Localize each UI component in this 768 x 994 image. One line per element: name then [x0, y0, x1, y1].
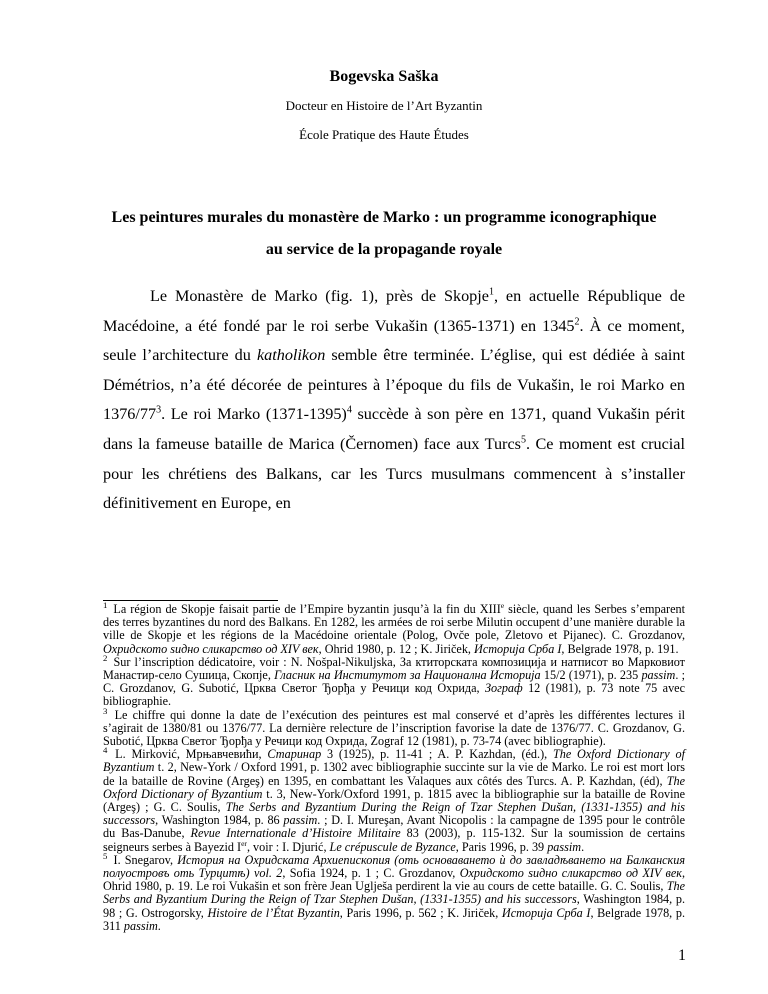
- footnote-text: , Ohrid 1980, p. 19. Le roi Vukašin et son frère Jean Uglješa perdirent la vie au cours de cette bataille. G. C. Soulis,: [103, 866, 685, 894]
- footnote-number: 2: [103, 652, 108, 663]
- footnote-italic: Revue Internationale d’Histoire Militaire: [190, 826, 401, 841]
- footnote-text: . ; C. Grozdanov, G. Subotić, Црква Светог Ђорђа у Речици код Охрида,: [103, 668, 685, 696]
- footnote-text: t. 2, New-York / Oxford 1991, p. 1302 avec bibliographie succinte sur la vie de Marko. Le roi est mort lors de la bataille de Rovine (Argeş) en 1395, en combattant les Valaques aux côtés des Turcs. A. P. Kazhdan, (éd),: [103, 760, 685, 788]
- footnote-text: 15/2 (1971), p. 235: [540, 668, 642, 683]
- footnote-text: , Paris 1996, p. 562 ; K. Jiriček,: [339, 905, 502, 920]
- footnote-separator: [103, 600, 278, 601]
- author-name: Bogevska Saška: [329, 68, 439, 85]
- paper-title-line-1: Les peintures murales du monastère de Marko : un programme iconographique: [111, 209, 657, 226]
- footnote-italic: Гласник на Институтот за Национална Историја: [274, 668, 541, 683]
- footnote-text: siècle, quand les Serbes s’emparent des terres byzantines du nord des Balkans. En 1282, les armées de roi serbe Milutin occupent d’une manière durable la ville de Skopje et les régions de la Macédoine orientale (Polog, Ovče pole, Zletovo et Pijanec). C. Grozdanov,: [103, 602, 685, 643]
- page-number: 1: [678, 947, 686, 964]
- footnote-text: .: [581, 839, 585, 854]
- body-text: . Le roi Marko (1371-1395): [161, 405, 347, 424]
- footnote-italic: Histoire de l’État Byzantin: [207, 905, 340, 920]
- footnote-number: 3: [103, 705, 108, 716]
- footnote-text: , Washington 1984, p. 98 ; G. Ostrogorsky,: [103, 892, 685, 920]
- footnote-italic: Старинар: [267, 747, 322, 762]
- footnote-italic: Le crépuscule de Byzance: [329, 839, 456, 854]
- footnote-text: 83 (2003), p. 115-132. Sur la soumission de certains seigneurs serbes à Bayezid I: [103, 826, 685, 854]
- footnote-text: , Belgrade 1978, p. 191.: [561, 641, 679, 656]
- footnote-ref[interactable]: 3: [156, 404, 162, 416]
- footnote-number: 5: [103, 850, 108, 861]
- footnote-text: , Sofia 1924, p. 1 ; C. Grozdanov,: [282, 866, 460, 881]
- footnote-text: .: [157, 918, 161, 933]
- footnote-italic: passim: [547, 839, 582, 854]
- footnote-number: 1: [103, 599, 108, 610]
- footnote-ref[interactable]: 1: [488, 286, 494, 298]
- footnote-text: I. Snegarov,: [109, 852, 178, 867]
- footnote-italic: Охридското ѕидно сликарство од XIV век: [459, 866, 682, 881]
- footnote-ref[interactable]: 2: [574, 316, 580, 328]
- body-text: , en actuelle République de Macédoine, a été fondé par le roi serbe Vukašin (1365-1371) en 1345: [103, 287, 686, 335]
- affiliation-school: École Pratique des Haute Études: [299, 127, 469, 142]
- paper-title-line-2: au service de la propagande royale: [265, 241, 503, 258]
- footnote-italic: passim: [123, 918, 158, 933]
- footnote-italic: История на Охридската Архиепископия (оть основаването ѝ до завладѣването на Балканския полуостровъ оть Турцитѣ) vol. 2: [103, 852, 686, 881]
- body-text: Le Monastère de Marko (fig. 1), près de Skopje: [150, 287, 489, 305]
- footnote-3: [103, 705, 685, 749]
- footnote-text: , Paris 1996, p. 39: [455, 839, 548, 854]
- footnote-5: [103, 850, 686, 933]
- footnote-italic: The Serbs and Byzantium During the Reign of Tzar Stephen Dušan, (1331-1355) and his successors: [103, 879, 685, 907]
- footnote-italic: Зограф: [484, 681, 523, 696]
- footnote-1: [103, 599, 685, 656]
- footnote-superscript: er: [241, 838, 247, 848]
- footnote-text: . ; D. I. Mureşan, Avant Nicopolis : la campagne de 1395 pour le contrôle du Bas-Danube,: [103, 813, 686, 841]
- footnote-text: Sur l’inscription dédicatoire, voir : N. Nošpal-Nikuljska, За ктиторската композиција и натписот во Марковиот Манастир-село Сушица, Скопје,: [103, 654, 685, 683]
- footnote-italic: Охридското ѕидно сликарство од XIV век: [103, 641, 319, 656]
- footnote-italic: Историја Срба I: [474, 641, 562, 656]
- footnote-text: Le chiffre qui donne la date de l’exécution des peintures est mal conservé et d’après les différentes lectures il s’agirait de 1380/81 ou 1376/77. La dernière relecture de l’inscription favorise la date de 1376/77. C. Grozdanov, G. Subotić, Црква Светог Ђорђа у Речици код Охрида, Zograf 12 (1981), p. 73-74 (avec bibliographie).: [103, 707, 685, 749]
- body-text: . Ce moment est crucial pour les chrétiens des Balkans, car les Turcs musulmans commencent à s’installer définitivement en Europe, en: [103, 434, 685, 513]
- footnote-italic: The Oxford Dictionary of Byzantium: [103, 773, 685, 801]
- footnote-number: 4: [103, 745, 108, 756]
- footnotes: [103, 599, 686, 933]
- footnote-superscript: e: [500, 600, 505, 610]
- footnote-text: La région de Skopje faisait partie de l’Empire byzantin jusqu’à la fin du XIII: [109, 602, 501, 616]
- footnote-2: [103, 652, 685, 709]
- footnote-text: , Washington 1984, p. 86: [155, 813, 284, 828]
- body-italic: katholikon: [256, 346, 326, 365]
- footnote-text: L. Mirković, Мрњавчевићи,: [109, 747, 268, 762]
- footnote-text: t. 3, New-York/Oxford 1991, p. 1815 avec la bibliographie sur la bataille de Rovine (Argeş) ; G. C. Soulis,: [103, 786, 685, 815]
- footnote-4: [103, 745, 686, 854]
- footnote-text: 12 (1981), p. 73 note 75 avec bibliographie.: [103, 681, 685, 709]
- footnote-text: , voir : I. Djurić,: [246, 839, 330, 854]
- footnote-italic: passim: [283, 813, 318, 828]
- footnote-ref[interactable]: 5: [520, 434, 526, 446]
- footnote-text: , Belgrade 1978, p. 311: [103, 905, 685, 933]
- body-text: semble être terminée. L’église, qui est dédiée à saint Démétrios, n’a été décorée de peintures à l’époque du fils de Vukašin, le roi Marko en 1376/77: [103, 346, 685, 424]
- footnote-italic: passim: [641, 668, 676, 683]
- paper-title: [0, 202, 768, 266]
- body-paragraph: [103, 282, 685, 519]
- footnote-italic: The Serbs and Byzantium During the Reign of Tzar Stephen Dušan, (1331-1355) and his successors: [103, 800, 685, 828]
- footnote-italic: Историја Срба I: [501, 905, 591, 920]
- footnote-italic: The Oxford Dictionary of Byzantium: [103, 747, 685, 775]
- footnote-ref[interactable]: 4: [346, 404, 352, 416]
- body-text: . À ce moment, seule l’architecture du: [103, 316, 685, 365]
- body-text: succède à son père en 1371, quand Vukašin périt dans la fameuse bataille de Marica (Černomen) face aux Turcs: [103, 405, 685, 453]
- footnote-text: , Ohrid 1980, p. 12 ; K. Jiriček,: [318, 641, 475, 656]
- affiliation-degree: Docteur en Histoire de l’Art Byzantin: [285, 98, 483, 113]
- footnote-text: 3 (1925), p. 11-41 ; A. P. Kazhdan, (éd.),: [321, 747, 553, 762]
